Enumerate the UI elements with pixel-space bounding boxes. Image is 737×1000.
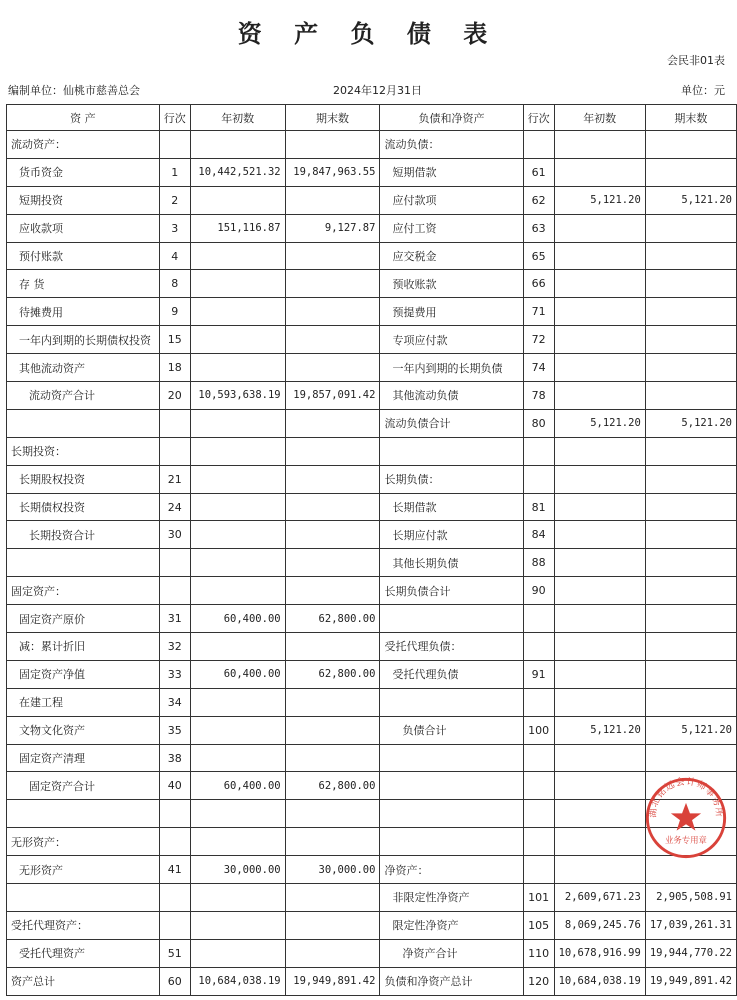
asset-name-cell: 长期投资： bbox=[7, 437, 160, 465]
asset-line-cell: 8 bbox=[159, 270, 190, 298]
asset-name-cell: 文物文化资产 bbox=[7, 716, 160, 744]
asset-name-cell: 固定资产： bbox=[7, 577, 160, 605]
liab-name-cell bbox=[380, 772, 523, 800]
liab-line-cell: 91 bbox=[523, 660, 554, 688]
liab-line-cell bbox=[523, 744, 554, 772]
liab-end-cell bbox=[645, 577, 736, 605]
liab-name-cell: 应交税金 bbox=[380, 242, 523, 270]
liab-end-cell bbox=[645, 633, 736, 661]
liab-name-cell: 流动负债合计 bbox=[380, 409, 523, 437]
liab-name-cell bbox=[380, 437, 523, 465]
asset-end-cell bbox=[285, 270, 380, 298]
liab-line-cell bbox=[523, 772, 554, 800]
asset-line-cell: 18 bbox=[159, 354, 190, 382]
liab-begin-cell bbox=[554, 856, 645, 884]
asset-line-cell: 4 bbox=[159, 242, 190, 270]
liab-name-cell bbox=[380, 828, 523, 856]
table-row bbox=[7, 214, 737, 242]
asset-line-cell: 51 bbox=[159, 939, 190, 967]
asset-begin-cell bbox=[190, 549, 285, 577]
liab-line-cell bbox=[523, 437, 554, 465]
stamp-subtext: 业务专用章 bbox=[665, 835, 707, 846]
table-row bbox=[7, 326, 737, 354]
liab-begin-cell bbox=[554, 214, 645, 242]
liab-end-cell bbox=[645, 605, 736, 633]
liab-end-cell: 2,905,508.91 bbox=[645, 884, 736, 912]
liab-begin-cell bbox=[554, 465, 645, 493]
col-line-header: 行次 bbox=[159, 105, 190, 131]
liab-begin-cell: 5,121.20 bbox=[554, 186, 645, 214]
asset-begin-cell bbox=[190, 884, 285, 912]
asset-begin-cell bbox=[190, 131, 285, 159]
liab-begin-cell bbox=[554, 158, 645, 186]
asset-begin-cell: 10,593,638.19 bbox=[190, 382, 285, 410]
liab-end-cell: 5,121.20 bbox=[645, 186, 736, 214]
liab-begin-cell bbox=[554, 521, 645, 549]
table-row bbox=[7, 884, 737, 912]
asset-line-cell: 24 bbox=[159, 493, 190, 521]
asset-line-cell: 15 bbox=[159, 326, 190, 354]
liab-name-cell: 专项应付款 bbox=[380, 326, 523, 354]
asset-name-cell: 一年内到期的长期债权投资 bbox=[7, 326, 160, 354]
unit-label: 单位：元 bbox=[681, 84, 725, 97]
asset-begin-cell bbox=[190, 186, 285, 214]
asset-name-cell: 受托代理资产 bbox=[7, 939, 160, 967]
asset-line-cell: 31 bbox=[159, 605, 190, 633]
table-row bbox=[7, 716, 737, 744]
col-begin-header: 年初数 bbox=[190, 105, 285, 131]
asset-name-cell bbox=[7, 409, 160, 437]
liab-begin-cell bbox=[554, 270, 645, 298]
asset-begin-cell bbox=[190, 270, 285, 298]
liab-begin-cell bbox=[554, 354, 645, 382]
liab-begin-cell: 8,069,245.76 bbox=[554, 911, 645, 939]
liab-line-cell: 90 bbox=[523, 577, 554, 605]
liab-line-cell: 80 bbox=[523, 409, 554, 437]
asset-line-cell: 1 bbox=[159, 158, 190, 186]
asset-end-cell bbox=[285, 354, 380, 382]
asset-line-cell bbox=[159, 437, 190, 465]
liab-name-cell: 应付款项 bbox=[380, 186, 523, 214]
table-row bbox=[7, 465, 737, 493]
liab-end-cell bbox=[645, 382, 736, 410]
liab-name-cell: 一年内到期的长期负债 bbox=[380, 354, 523, 382]
col-begin2-header: 年初数 bbox=[554, 105, 645, 131]
asset-end-cell bbox=[285, 633, 380, 661]
liab-line-cell: 62 bbox=[523, 186, 554, 214]
liab-name-cell: 净资产： bbox=[380, 856, 523, 884]
asset-line-cell: 32 bbox=[159, 633, 190, 661]
asset-line-cell bbox=[159, 549, 190, 577]
asset-line-cell: 41 bbox=[159, 856, 190, 884]
asset-begin-cell: 60,400.00 bbox=[190, 605, 285, 633]
table-row bbox=[7, 521, 737, 549]
table-row bbox=[7, 633, 737, 661]
liab-begin-cell bbox=[554, 772, 645, 800]
table-row bbox=[7, 409, 737, 437]
liab-line-cell: 100 bbox=[523, 716, 554, 744]
asset-name-cell: 固定资产净值 bbox=[7, 660, 160, 688]
liab-line-cell bbox=[523, 605, 554, 633]
asset-end-cell bbox=[285, 828, 380, 856]
liab-begin-cell bbox=[554, 437, 645, 465]
asset-begin-cell bbox=[190, 939, 285, 967]
asset-begin-cell bbox=[190, 744, 285, 772]
asset-begin-cell bbox=[190, 911, 285, 939]
asset-name-cell: 无形资产 bbox=[7, 856, 160, 884]
col-liab-header: 负债和净资产 bbox=[380, 105, 523, 131]
liab-line-cell: 81 bbox=[523, 493, 554, 521]
liab-begin-cell: 5,121.20 bbox=[554, 716, 645, 744]
liab-end-cell bbox=[645, 465, 736, 493]
asset-begin-cell bbox=[190, 465, 285, 493]
liab-end-cell bbox=[645, 354, 736, 382]
asset-name-cell bbox=[7, 884, 160, 912]
table-row bbox=[7, 354, 737, 382]
liab-line-cell: 84 bbox=[523, 521, 554, 549]
asset-end-cell bbox=[285, 521, 380, 549]
asset-begin-cell bbox=[190, 800, 285, 828]
asset-name-cell: 在建工程 bbox=[7, 688, 160, 716]
asset-end-cell: 62,800.00 bbox=[285, 660, 380, 688]
table-row bbox=[7, 744, 737, 772]
asset-name-cell: 存 货 bbox=[7, 270, 160, 298]
table-row bbox=[7, 967, 737, 995]
asset-name-cell: 流动资产合计 bbox=[7, 382, 160, 410]
asset-end-cell bbox=[285, 939, 380, 967]
asset-name-cell: 固定资产原价 bbox=[7, 605, 160, 633]
liab-name-cell: 限定性净资产 bbox=[380, 911, 523, 939]
liab-name-cell: 预收账款 bbox=[380, 270, 523, 298]
liab-end-cell bbox=[645, 521, 736, 549]
asset-name-cell bbox=[7, 800, 160, 828]
asset-end-cell: 19,857,091.42 bbox=[285, 382, 380, 410]
liab-name-cell bbox=[380, 688, 523, 716]
asset-line-cell bbox=[159, 884, 190, 912]
document-title: 资 产 负 债 表 bbox=[237, 19, 500, 48]
asset-end-cell bbox=[285, 242, 380, 270]
asset-begin-cell: 60,400.00 bbox=[190, 772, 285, 800]
liab-end-cell bbox=[645, 242, 736, 270]
table-row bbox=[7, 158, 737, 186]
asset-begin-cell: 10,684,038.19 bbox=[190, 967, 285, 995]
asset-line-cell: 35 bbox=[159, 716, 190, 744]
liab-end-cell: 19,944,770.22 bbox=[645, 939, 736, 967]
asset-end-cell: 30,000.00 bbox=[285, 856, 380, 884]
asset-name-cell: 减：累计折旧 bbox=[7, 633, 160, 661]
table-row bbox=[7, 242, 737, 270]
asset-end-cell bbox=[285, 577, 380, 605]
liab-name-cell: 长期借款 bbox=[380, 493, 523, 521]
liab-end-cell bbox=[645, 493, 736, 521]
asset-begin-cell bbox=[190, 409, 285, 437]
liab-line-cell bbox=[523, 131, 554, 159]
liab-begin-cell bbox=[554, 493, 645, 521]
asset-end-cell bbox=[285, 549, 380, 577]
liab-line-cell bbox=[523, 828, 554, 856]
asset-name-cell: 预付账款 bbox=[7, 242, 160, 270]
table-row bbox=[7, 660, 737, 688]
balance-sheet-table bbox=[6, 104, 737, 996]
asset-begin-cell bbox=[190, 242, 285, 270]
liab-begin-cell bbox=[554, 577, 645, 605]
liab-end-cell: 5,121.20 bbox=[645, 716, 736, 744]
asset-end-cell: 62,800.00 bbox=[285, 772, 380, 800]
liab-line-cell bbox=[523, 856, 554, 884]
table-row bbox=[7, 298, 737, 326]
org-label: 编制单位：仙桃市慈善总会 bbox=[8, 84, 140, 97]
asset-line-cell: 34 bbox=[159, 688, 190, 716]
asset-end-cell bbox=[285, 800, 380, 828]
liab-line-cell: 63 bbox=[523, 214, 554, 242]
asset-begin-cell: 60,400.00 bbox=[190, 660, 285, 688]
liab-begin-cell bbox=[554, 298, 645, 326]
liab-line-cell: 66 bbox=[523, 270, 554, 298]
liab-end-cell: 5,121.20 bbox=[645, 409, 736, 437]
asset-end-cell: 19,949,891.42 bbox=[285, 967, 380, 995]
asset-line-cell: 9 bbox=[159, 298, 190, 326]
asset-begin-cell bbox=[190, 354, 285, 382]
table-row bbox=[7, 131, 737, 159]
liab-begin-cell bbox=[554, 605, 645, 633]
table-row bbox=[7, 800, 737, 828]
liab-begin-cell bbox=[554, 633, 645, 661]
asset-line-cell: 40 bbox=[159, 772, 190, 800]
asset-name-cell: 长期债权投资 bbox=[7, 493, 160, 521]
table-row bbox=[7, 382, 737, 410]
asset-end-cell bbox=[285, 884, 380, 912]
asset-begin-cell bbox=[190, 326, 285, 354]
table-row bbox=[7, 493, 737, 521]
liab-name-cell: 预提费用 bbox=[380, 298, 523, 326]
asset-begin-cell: 10,442,521.32 bbox=[190, 158, 285, 186]
liab-begin-cell bbox=[554, 828, 645, 856]
liab-end-cell: 17,039,261.31 bbox=[645, 911, 736, 939]
asset-end-cell bbox=[285, 298, 380, 326]
table-row bbox=[7, 939, 737, 967]
liab-name-cell: 负债和净资产总计 bbox=[380, 967, 523, 995]
asset-line-cell bbox=[159, 131, 190, 159]
asset-end-cell: 19,847,963.55 bbox=[285, 158, 380, 186]
asset-end-cell: 62,800.00 bbox=[285, 605, 380, 633]
asset-name-cell: 受托代理资产： bbox=[7, 911, 160, 939]
liab-line-cell: 78 bbox=[523, 382, 554, 410]
asset-begin-cell bbox=[190, 298, 285, 326]
asset-line-cell: 2 bbox=[159, 186, 190, 214]
liab-end-cell bbox=[645, 158, 736, 186]
asset-line-cell bbox=[159, 800, 190, 828]
liab-end-cell bbox=[645, 326, 736, 354]
asset-name-cell: 固定资产清理 bbox=[7, 744, 160, 772]
asset-line-cell bbox=[159, 911, 190, 939]
liab-line-cell: 101 bbox=[523, 884, 554, 912]
liab-line-cell: 120 bbox=[523, 967, 554, 995]
asset-line-cell bbox=[159, 409, 190, 437]
liab-begin-cell bbox=[554, 800, 645, 828]
asset-name-cell: 短期投资 bbox=[7, 186, 160, 214]
asset-name-cell: 无形资产： bbox=[7, 828, 160, 856]
liab-name-cell: 其他流动负债 bbox=[380, 382, 523, 410]
asset-name-cell: 固定资产合计 bbox=[7, 772, 160, 800]
liab-name-cell: 短期借款 bbox=[380, 158, 523, 186]
liab-end-cell bbox=[645, 214, 736, 242]
liab-name-cell: 非限定性净资产 bbox=[380, 884, 523, 912]
liab-name-cell: 流动负债： bbox=[380, 131, 523, 159]
asset-line-cell: 30 bbox=[159, 521, 190, 549]
liab-begin-cell bbox=[554, 688, 645, 716]
asset-begin-cell: 151,116.87 bbox=[190, 214, 285, 242]
col-end2-header: 期末数 bbox=[645, 105, 736, 131]
asset-end-cell bbox=[285, 465, 380, 493]
liab-line-cell: 74 bbox=[523, 354, 554, 382]
asset-line-cell: 60 bbox=[159, 967, 190, 995]
table-row bbox=[7, 605, 737, 633]
liab-line-cell bbox=[523, 633, 554, 661]
asset-line-cell bbox=[159, 828, 190, 856]
asset-name-cell: 应收款项 bbox=[7, 214, 160, 242]
asset-end-cell bbox=[285, 326, 380, 354]
asset-begin-cell bbox=[190, 716, 285, 744]
asset-name-cell: 长期投资合计 bbox=[7, 521, 160, 549]
liab-name-cell bbox=[380, 800, 523, 828]
liab-end-cell bbox=[645, 131, 736, 159]
liab-begin-cell: 10,684,038.19 bbox=[554, 967, 645, 995]
asset-end-cell bbox=[285, 688, 380, 716]
liab-begin-cell: 10,678,916.99 bbox=[554, 939, 645, 967]
stamp-text: 湖北铭远会计师事务所 bbox=[647, 776, 725, 819]
liab-line-cell: 65 bbox=[523, 242, 554, 270]
asset-line-cell: 38 bbox=[159, 744, 190, 772]
asset-name-cell: 货币资金 bbox=[7, 158, 160, 186]
asset-begin-cell bbox=[190, 521, 285, 549]
asset-line-cell: 21 bbox=[159, 465, 190, 493]
liab-begin-cell bbox=[554, 549, 645, 577]
asset-name-cell: 流动资产： bbox=[7, 131, 160, 159]
liab-end-cell bbox=[645, 298, 736, 326]
asset-name-cell: 长期股权投资 bbox=[7, 465, 160, 493]
liab-name-cell: 其他长期负债 bbox=[380, 549, 523, 577]
liab-end-cell bbox=[645, 270, 736, 298]
liab-name-cell: 长期负债合计 bbox=[380, 577, 523, 605]
liab-begin-cell: 5,121.20 bbox=[554, 409, 645, 437]
col-asset-header: 资 产 bbox=[7, 105, 160, 131]
liab-begin-cell bbox=[554, 242, 645, 270]
asset-name-cell: 待摊费用 bbox=[7, 298, 160, 326]
star-icon bbox=[671, 803, 701, 831]
col-end-header: 期末数 bbox=[285, 105, 380, 131]
liab-begin-cell bbox=[554, 744, 645, 772]
asset-begin-cell bbox=[190, 493, 285, 521]
liab-name-cell: 净资产合计 bbox=[380, 939, 523, 967]
table-row bbox=[7, 911, 737, 939]
liab-name-cell bbox=[380, 605, 523, 633]
liab-name-cell: 受托代理负债： bbox=[380, 633, 523, 661]
asset-end-cell bbox=[285, 186, 380, 214]
asset-end-cell bbox=[285, 131, 380, 159]
asset-end-cell bbox=[285, 911, 380, 939]
liab-end-cell bbox=[645, 744, 736, 772]
asset-begin-cell bbox=[190, 633, 285, 661]
asset-begin-cell bbox=[190, 688, 285, 716]
asset-name-cell bbox=[7, 549, 160, 577]
liab-line-cell: 105 bbox=[523, 911, 554, 939]
liab-end-cell bbox=[645, 549, 736, 577]
asset-name-cell: 其他流动资产 bbox=[7, 354, 160, 382]
table-row bbox=[7, 772, 737, 800]
asset-begin-cell: 30,000.00 bbox=[190, 856, 285, 884]
table-row bbox=[7, 437, 737, 465]
table-row bbox=[7, 186, 737, 214]
table-row bbox=[7, 688, 737, 716]
liab-end-cell bbox=[645, 688, 736, 716]
asset-line-cell: 33 bbox=[159, 660, 190, 688]
liab-end-cell bbox=[645, 660, 736, 688]
asset-end-cell bbox=[285, 493, 380, 521]
liab-begin-cell bbox=[554, 382, 645, 410]
table-row bbox=[7, 856, 737, 884]
liab-line-cell bbox=[523, 800, 554, 828]
liab-line-cell: 61 bbox=[523, 158, 554, 186]
liab-name-cell bbox=[380, 744, 523, 772]
liab-name-cell: 长期应付款 bbox=[380, 521, 523, 549]
liab-line-cell bbox=[523, 688, 554, 716]
asset-end-cell bbox=[285, 744, 380, 772]
asset-line-cell: 3 bbox=[159, 214, 190, 242]
liab-name-cell: 长期负债： bbox=[380, 465, 523, 493]
liab-name-cell: 负债合计 bbox=[380, 716, 523, 744]
liab-end-cell bbox=[645, 437, 736, 465]
liab-name-cell: 应付工资 bbox=[380, 214, 523, 242]
liab-end-cell: 19,949,891.42 bbox=[645, 967, 736, 995]
table-row bbox=[7, 577, 737, 605]
table-header-row bbox=[7, 105, 737, 131]
asset-end-cell bbox=[285, 437, 380, 465]
liab-line-cell: 71 bbox=[523, 298, 554, 326]
asset-end-cell bbox=[285, 409, 380, 437]
liab-begin-cell bbox=[554, 660, 645, 688]
liab-line-cell: 88 bbox=[523, 549, 554, 577]
liab-begin-cell bbox=[554, 326, 645, 354]
asset-begin-cell bbox=[190, 577, 285, 605]
table-row bbox=[7, 549, 737, 577]
liab-line-cell bbox=[523, 465, 554, 493]
liab-line-cell: 110 bbox=[523, 939, 554, 967]
asset-begin-cell bbox=[190, 437, 285, 465]
liab-name-cell: 受托代理负债 bbox=[380, 660, 523, 688]
liab-begin-cell: 2,609,671.23 bbox=[554, 884, 645, 912]
col-line2-header: 行次 bbox=[523, 105, 554, 131]
report-date: 2024年12月31日 bbox=[333, 84, 422, 97]
table-row bbox=[7, 270, 737, 298]
liab-begin-cell bbox=[554, 131, 645, 159]
liab-line-cell: 72 bbox=[523, 326, 554, 354]
seal-stamp bbox=[644, 776, 728, 860]
asset-end-cell: 9,127.87 bbox=[285, 214, 380, 242]
table-row bbox=[7, 828, 737, 856]
asset-line-cell: 20 bbox=[159, 382, 190, 410]
asset-end-cell bbox=[285, 716, 380, 744]
form-code: 会民非01表 bbox=[667, 54, 725, 67]
asset-line-cell bbox=[159, 577, 190, 605]
asset-name-cell: 资产总计 bbox=[7, 967, 160, 995]
asset-begin-cell bbox=[190, 828, 285, 856]
